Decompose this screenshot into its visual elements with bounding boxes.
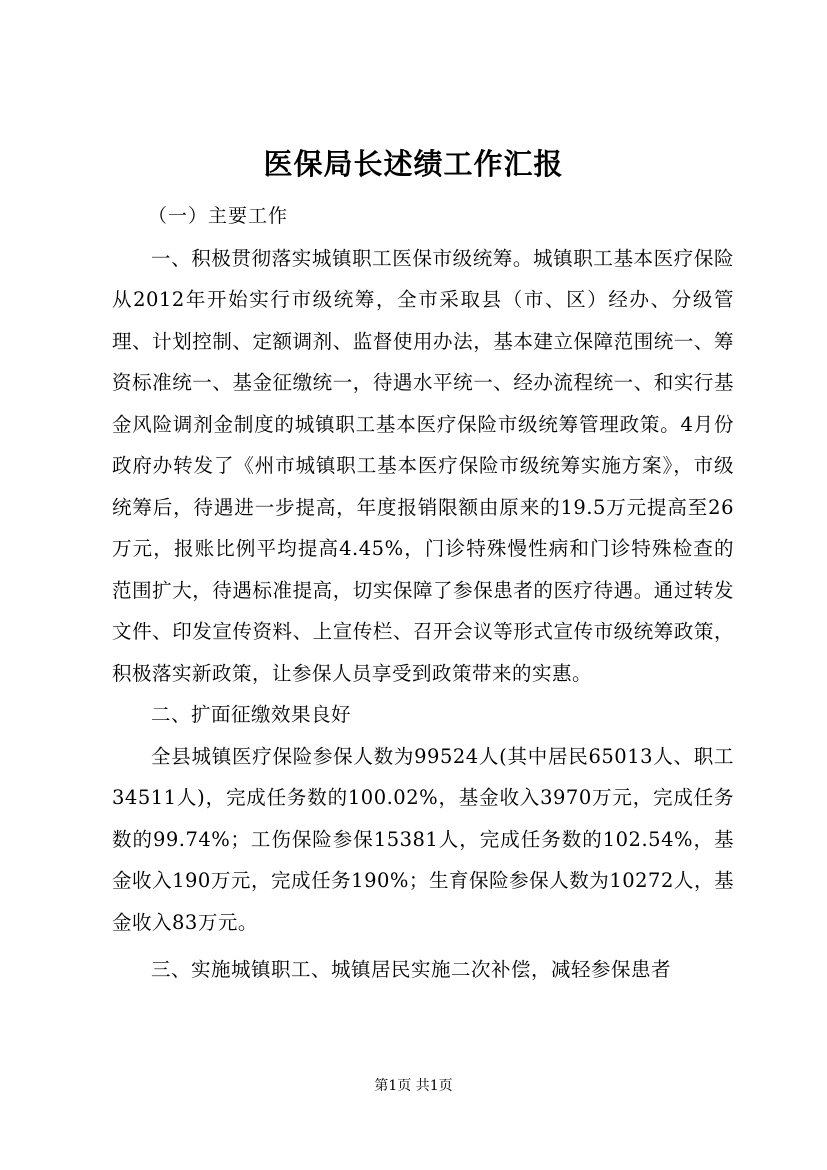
paragraph-enrollment-statistics: 全县城镇医疗保险参保人数为99524人(其中居民65013人、职工34511人)，完成任务数的100.02%，基金收入3970万元，完成任务数的99.74%；工伤保险参保15381人，完成任务数的102.54%，基金收入190万元，完成任务190%；生育保险参保人数为10272人，基金收入83万元。 [112,744,734,934]
page-footer: 第1页 共1页 [374,1078,453,1094]
section-subheading: （一）主要工作 [148,205,289,227]
paragraph-secondary-compensation: 三、实施城镇职工、城镇居民实施二次补偿，减轻参保患者 [151,958,672,981]
document-body [112,196,734,991]
section-heading-expansion: 二、扩面征缴效果良好 [151,703,352,726]
document-title: 医保局长述绩工作汇报 [263,147,564,181]
paragraph-medical-insurance-coordination: 一、积极贯彻落实城镇职工医保市级统筹。城镇职工基本医疗保险从2012年开始实行市级统筹，全市采取县（市、区）经办、分级管理、计划控制、定额调剂、监督使用办法，基本建立保障范围统一、筹资标准统一、基金征缴统一，待遇水平统一、经办流程统一、和实行基金风险调剂金制度的城镇职工基本医疗保险市级统筹管理政策。4月份政府办转发了《州市城镇职工基本医疗保险市级统筹实施方案》，市级统筹后，待遇进一步提高，年度报销限额由原来的19.5万元提高至26万元，报账比例平均提高4.45%，门诊特殊慢性病和门诊特殊检查的范围扩大，待遇标准提高，切实保障了参保患者的医疗待遇。通过转发文件、印发宣传资料、上宣传栏、召开会议等形式宣传市级统筹政策，积极落实新政策，让参保人员享受到政策带来的实惠。 [112,246,734,685]
